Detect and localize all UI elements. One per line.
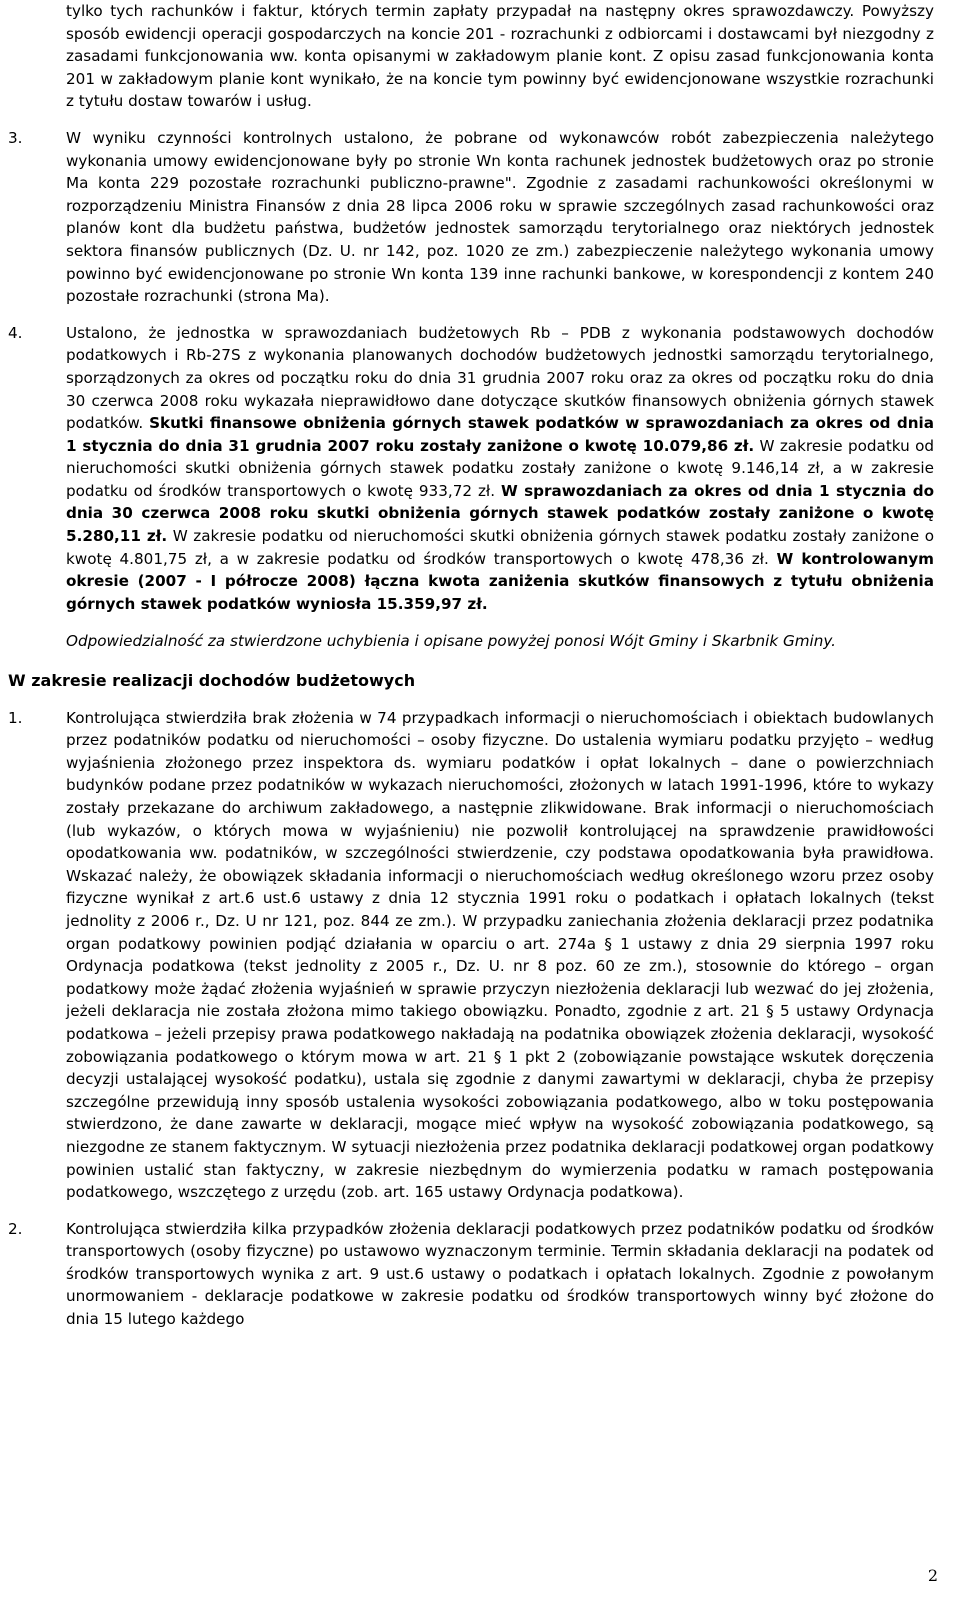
bold-run: W kontrolowanym okresie (2007 - I półrocze 2008) łączna kwota zaniżenia skutków finansowych z tytułu obniżenia górnych stawek podatków wyniosła 15.359,97 zł. <box>66 549 935 613</box>
intro-paragraph: tylko tych rachunków i faktur, których termin zapłaty przypadał na następny okres sprawozdawczy. Powyższy sposób ewidencji operacji gospodarczych na koncie 201 - rozrachunki z odbiorcami i dostawcami był niezgodny z zasadami funkcjonowania ww. konta opisanymi w zakładowym planie kont. Z opisu zasad funkcjonowania konta 201 w zakładowym planie kont wynikało, że na koncie tym powinny być ewidencjonowane wszystkie rozrachunki z tytułu dostaw towarów i usług. <box>66 2 934 111</box>
text-run: W zakresie podatku od nieruchomości skutki obniżenia górnych stawek podatku zostały zaniżone o kwotę 4.801,75 zł, a w zakresie podatku od środków transportowych o kwotę 478,36 zł. <box>66 527 934 568</box>
list-item-text <box>66 322 934 616</box>
list-item-text: W wyniku czynności kontrolnych ustalono, że pobrane od wykonawców robót zabezpieczenia należytego wykonania umowy ewidencjonowane były po stronie Wn konta rachunek jednostek budżetowych oraz po stronie Ma konta 229 pozostałe rozrachunki publiczno-prawne". Zgodnie z zasadami rachunkowości określonymi w rozporządzeniu Ministra Finansów z dnia 28 lipca 2006 roku w sprawie szczególnych zasad rachunkowości oraz planów kont dla budżetu państwa, budżetów jednostek samorządu terytorialnego oraz niektórych jednostek sektora finansów publicznych (Dz. U. nr 142, poz. 1020 ze zm.) zabezpieczenie należytego wykonania umowy powinno być ewidencjonowane po stronie Wn konta 139 inne rachunki bankowe, w korespondencji z kontem 240 pozostałe rozrachunki (strona Ma). <box>66 128 934 306</box>
document-page <box>8 0 934 1331</box>
list-number: 4. <box>8 323 23 342</box>
page-number: 2 <box>927 1566 938 1585</box>
text-run: Ustalono, że jednostka w sprawozdaniach budżetowych Rb – PDB z wykonania podstawowych dochodów podatkowych i Rb-27S z wykonania planowanych dochodów budżetowych jednostki samorządu terytorialnego, sporządzonych za okres od początku roku do dnia 31 grudnia 2007 roku oraz za okres od początku roku do dnia 30 czerwca 2008 roku wykazała nieprawidłowo dane dotyczące skutków finansowych obniżenia górnych stawek podatków. <box>66 323 934 433</box>
list-number: 1. <box>8 708 23 727</box>
list-number: 2. <box>8 1219 23 1238</box>
list-item-text: Kontrolująca stwierdziła brak złożenia w 74 przypadkach informacji o nieruchomościach i obiektach budowlanych przez podatników podatku od nieruchomości – osoby fizyczne. Do ustalenia wymiaru podatku przyjęto – według wyjaśnienia złożonego przez inspektora ds. wymiaru podatków i opłat lokalnych – dane o powierzchniach budynków podane przez podatników w wykazach nieruchomości, złożonych w latach 1991-1996, które to wykazy zostały przekazane do archiwum zakładowego, a następnie zlikwidowane. Brak informacji o nieruchomościach (lub wykazów, o których mowa w wyjaśnieniu) nie pozwolił kontrolującej na sprawdzenie prawidłowości opodatkowania ww. podatników, w szczególności stwierdzenie, czy podstawa opodatkowania była prawidłowa. Wskazać należy, że obowiązek składania informacji o nieruchomościach według określonego wzoru przez osoby fizyczne wynikał z art.6 ust.6 ustawy z dnia 12 stycznia 1991 roku o podatkach i opłatach lokalnych (tekst jednolity z 2006 r., Dz. U nr 121, poz. 844 ze zm.). W przypadku zaniechania złożenia deklaracji przez podatnika organ podatkowy powinien podjąć działania w oparciu o art. 274a § 1 ustawy z dnia 29 sierpnia 1997 roku Ordynacja podatkowa (tekst jednolity z 2005 r., Dz. U. nr 8 poz. 60 ze zm.), stosownie do którego – organ podatkowy może żądać złożenia wyjaśnień w sprawie przyczyn niezłożenia deklaracji lub wezwać do jej złożenia, jeżeli deklaracja nie została złożona mimo takiego obowiązku. Ponadto, zgodnie z art. 21 § 5 ustawy Ordynacja podatkowa – jeżeli przepisy prawa podatkowego nakładają na podatnika obowiązek złożenia deklaracji, wysokość zobowiązania podatkowego o którym mowa w art. 21 § 1 pkt 2 (zobowiązanie powstające wskutek doręczenia decyzji ustalającej wysokość podatku), ustala się zgodnie z danymi zawartymi w deklaracji, chyba że przepisy szczególne przewidują inny sposób ustalenia wysokości zobowiązania podatkowego, albo w toku postępowania stwierdzono, że dane zawarte w deklaracji, mogące mieć wpływ na wysokość zobowiązania podatkowego, są niezgodne ze stanem faktycznym. W sytuacji niezłożenia przez podatnika deklaracji podatkowej organ podatkowy powinien ustalić stan faktyczny, w zakresie niezbędnym do wymierzenia podatku w ramach postępowania podatkowego, wszczętego z urzędu (zob. art. 165 ustawy Ordynacja podatkowa). <box>66 708 934 1202</box>
list-number: 3. <box>8 128 23 147</box>
list-item-text: Kontrolująca stwierdziła kilka przypadków złożenia deklaracji podatkowych przez podatników podatku od środków transportowych (osoby fizyczne) po ustawowo wyznaczonym terminie. Termin składania deklaracji na podatek od środków transportowych wynika z art. 9 ust.6 ustawy o podatkach i opłatach lokalnych. Zgodnie z powołanym unormowaniem - deklaracje podatkowe w zakresie podatku od środków transportowych winny być złożone do dnia 15 lutego każdego <box>66 1219 934 1329</box>
text-run: W zakresie podatku od nieruchomości skutki obniżenia górnych stawek podatku zostały zaniżone o kwotę 9.146,14 zł, a w zakresie podatku od środków transportowych o kwotę 933,72 zł. <box>66 436 934 500</box>
section-list-item-1 <box>8 707 934 1204</box>
bold-run: W sprawozdaniach za okres od dnia 1 stycznia do dnia 30 czerwca 2008 roku skutki obniżenia górnych stawek podatków zostały zaniżone o kwotę 5.280,11 zł. <box>66 481 934 546</box>
list-item-3 <box>8 127 934 308</box>
responsibility-note: Odpowiedzialność za stwierdzone uchybienia i opisane powyżej ponosi Wójt Gminy i Skarbnik Gminy. <box>66 632 837 651</box>
bold-run: Skutki finansowe obniżenia górnych stawek podatków w sprawozdaniach za okres od dnia 1 stycznia do dnia 31 grudnia 2007 roku zostały zaniżone o kwotę 10.079,86 zł. <box>66 414 934 455</box>
section-heading: W zakresie realizacji dochodów budżetowych <box>8 671 416 691</box>
section-list-item-2 <box>8 1218 934 1331</box>
list-item-4 <box>8 322 934 616</box>
